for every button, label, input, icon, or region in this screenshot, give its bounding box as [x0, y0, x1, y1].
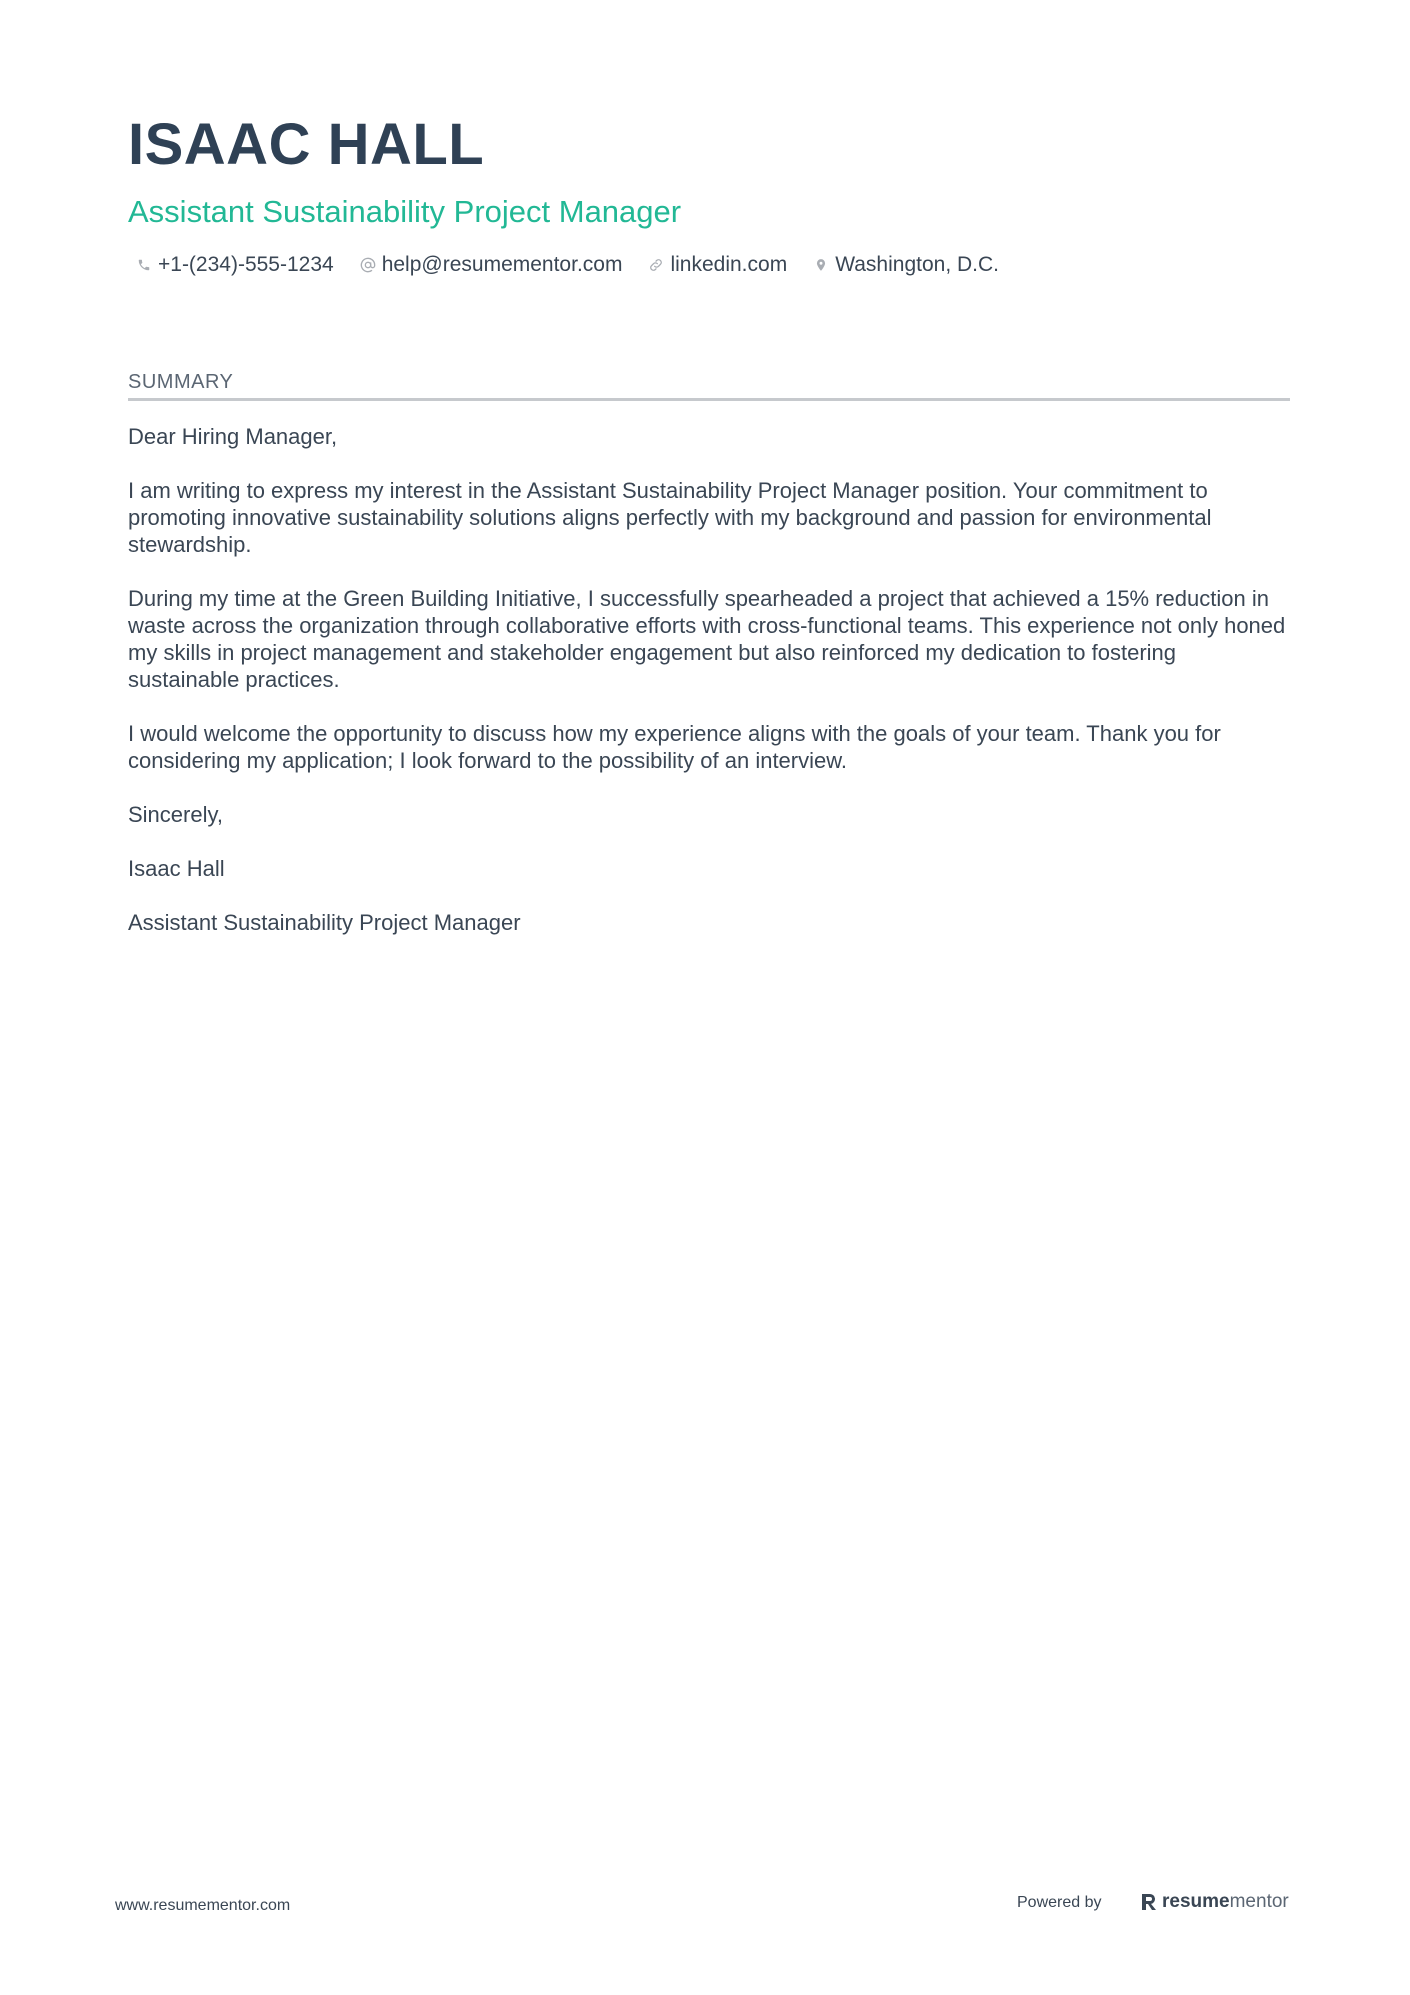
paragraph-experience: During my time at the Green Building Initiative, I successfully spearheaded a project that achieved a 15% reduction in waste across the organization through collaborative efforts with cross-functional teams. This experience not only honed my skills in project management and stakeholder engagement but also reinforced my dedication to fostering sustainable practices.	[128, 586, 1286, 692]
brand-name-bold: resume	[1162, 1891, 1230, 1912]
candidate-name: ISAAC HALL	[128, 112, 485, 177]
brand-logo[interactable]	[1140, 1890, 1289, 1914]
sign-off: Sincerely,	[128, 802, 223, 827]
resume-page	[128, 110, 1290, 963]
link-icon	[648, 257, 664, 273]
footer-website[interactable]: www.resumementor.com	[115, 1897, 291, 1914]
signature-name: Isaac Hall	[128, 856, 225, 881]
brand-name-light: mentor	[1229, 1891, 1289, 1912]
powered-by-label: Powered by	[1017, 1894, 1102, 1911]
email-text[interactable]: help@resumementor.com	[381, 253, 623, 276]
contact-bar	[136, 252, 1290, 278]
summary-heading: SUMMARY	[128, 370, 1290, 401]
salutation: Dear Hiring Manager,	[128, 424, 338, 449]
phone-icon	[136, 257, 152, 273]
resumementor-logo-icon	[1140, 1892, 1158, 1912]
location-pin-icon	[813, 257, 829, 273]
phone-text[interactable]: +1-(234)-555-1234	[158, 253, 334, 276]
job-title: Assistant Sustainability Project Manager	[128, 194, 682, 229]
contact-email	[360, 252, 623, 278]
paragraph-intro: I am writing to express my interest in the Assistant Sustainability Project Manager position. Your commitment to promoting innovative sustainability solutions aligns perfectly with my background and passion for environmental stewardship.	[128, 478, 1212, 557]
location-text: Washington, D.C.	[835, 253, 999, 276]
linkedin-text[interactable]: linkedin.com	[670, 253, 788, 276]
contact-linkedin	[648, 252, 787, 278]
paragraph-closing: I would welcome the opportunity to discuss how my experience aligns with the goals of your team. Thank you for considering my application; I look forward to the possibility of an interview.	[128, 721, 1221, 773]
at-icon	[360, 257, 376, 273]
contact-phone	[136, 252, 334, 278]
contact-location	[813, 252, 999, 278]
cover-letter-body	[128, 423, 1290, 936]
signature-title: Assistant Sustainability Project Manager	[128, 910, 521, 935]
